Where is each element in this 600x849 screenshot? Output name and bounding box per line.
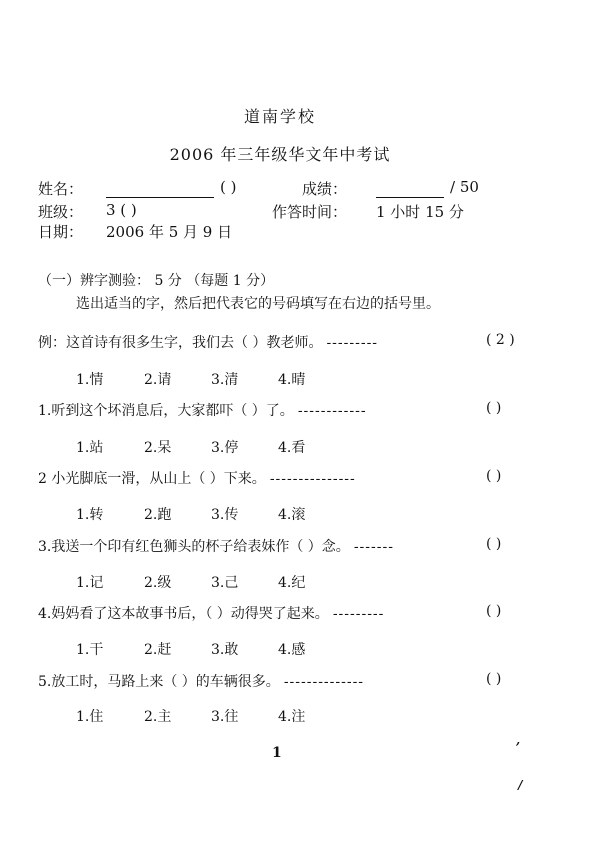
score-blank-line	[376, 180, 444, 198]
school-name: 道南学校	[243, 107, 316, 126]
question-text: 例：这首诗有很多生字，我们去（ ）教老师。	[38, 335, 323, 351]
option-item: 3.传	[211, 507, 239, 523]
time-value: 1 小时 15 分	[376, 203, 464, 221]
section-instruction: 选出适当的字，然后把代表它的号码填写在右边的括号里。	[76, 296, 440, 312]
option-item: 2.赶	[144, 642, 172, 658]
option-item: 3.停	[211, 440, 239, 456]
class-label: 班级：	[38, 203, 84, 221]
option-item: 2.请	[144, 372, 172, 388]
option-item: 4.看	[278, 440, 306, 456]
option-item: 3.往	[211, 709, 239, 725]
option-item: 3.敢	[211, 642, 239, 658]
question-text: 4.妈妈看了这本故事书后，（ ）动得哭了起来。	[38, 606, 329, 622]
option-item: 1.情	[76, 372, 104, 388]
question-text: 3.我送一个印有红色狮头的杯子给表妹作（ ）念。	[38, 539, 350, 555]
option-item: 4.滚	[278, 507, 306, 523]
date-label: 日期：	[38, 223, 84, 241]
option-item: 1.住	[76, 709, 104, 725]
answer-bracket: ( )	[486, 536, 502, 552]
question-row	[38, 332, 378, 352]
score-label: 成绩：	[302, 180, 348, 198]
option-item: 4.感	[278, 642, 306, 658]
question-text: 1.听到这个坏消息后，大家都吓（ ）了。	[38, 403, 294, 419]
exam-title: 2006 年三年级华文年中考试	[169, 145, 391, 164]
scan-mark: ,	[516, 733, 521, 747]
option-item: 1.转	[76, 507, 104, 523]
option-item: 2.级	[144, 575, 172, 591]
option-item: 1.干	[76, 642, 104, 658]
option-item: 3.清	[211, 372, 239, 388]
question-row	[38, 468, 356, 488]
score-total: / 50	[450, 178, 479, 196]
option-item: 2.呆	[144, 440, 172, 456]
scan-mark: /	[518, 778, 523, 792]
date-value: 2006 年 5 月 9 日	[106, 223, 233, 241]
option-item: 4.晴	[278, 372, 306, 388]
option-item: 1.站	[76, 440, 104, 456]
dash-leader: --------------	[283, 674, 365, 690]
option-item: 1.记	[76, 575, 104, 591]
page-number: 1	[272, 745, 282, 761]
dash-leader: ------------	[297, 403, 367, 419]
answer-bracket: ( )	[486, 603, 502, 619]
question-row	[38, 536, 394, 556]
option-item: 3.己	[211, 575, 239, 591]
question-row	[38, 603, 384, 623]
answer-bracket: ( )	[486, 400, 502, 416]
class-value: 3 ( )	[106, 201, 137, 219]
name-label: 姓名：	[38, 180, 84, 198]
dash-leader: ---------------	[269, 471, 356, 487]
dash-leader: ---------	[332, 606, 385, 622]
question-text: 2 小光脚底一滑，从山上（ ）下来。	[38, 471, 266, 487]
option-item: 4.纪	[278, 575, 306, 591]
option-item: 4.注	[278, 709, 306, 725]
name-paren: ( )	[220, 178, 237, 196]
name-blank-line	[106, 180, 214, 198]
section-title: （一）辨字测验： 5 分 （每题 1 分）	[38, 273, 275, 289]
option-item: 2.跑	[144, 507, 172, 523]
question-row	[38, 671, 364, 691]
answer-bracket: ( )	[486, 671, 502, 687]
answer-bracket: ( )	[486, 468, 502, 484]
dash-leader: ---------	[326, 335, 379, 351]
question-row	[38, 400, 367, 420]
answer-bracket: ( 2 )	[486, 332, 515, 348]
question-text: 5.放工时，马路上来（ ）的车辆很多。	[38, 674, 280, 690]
dash-leader: -------	[353, 539, 394, 555]
time-label: 作答时间：	[272, 203, 348, 221]
option-item: 2.主	[144, 709, 172, 725]
